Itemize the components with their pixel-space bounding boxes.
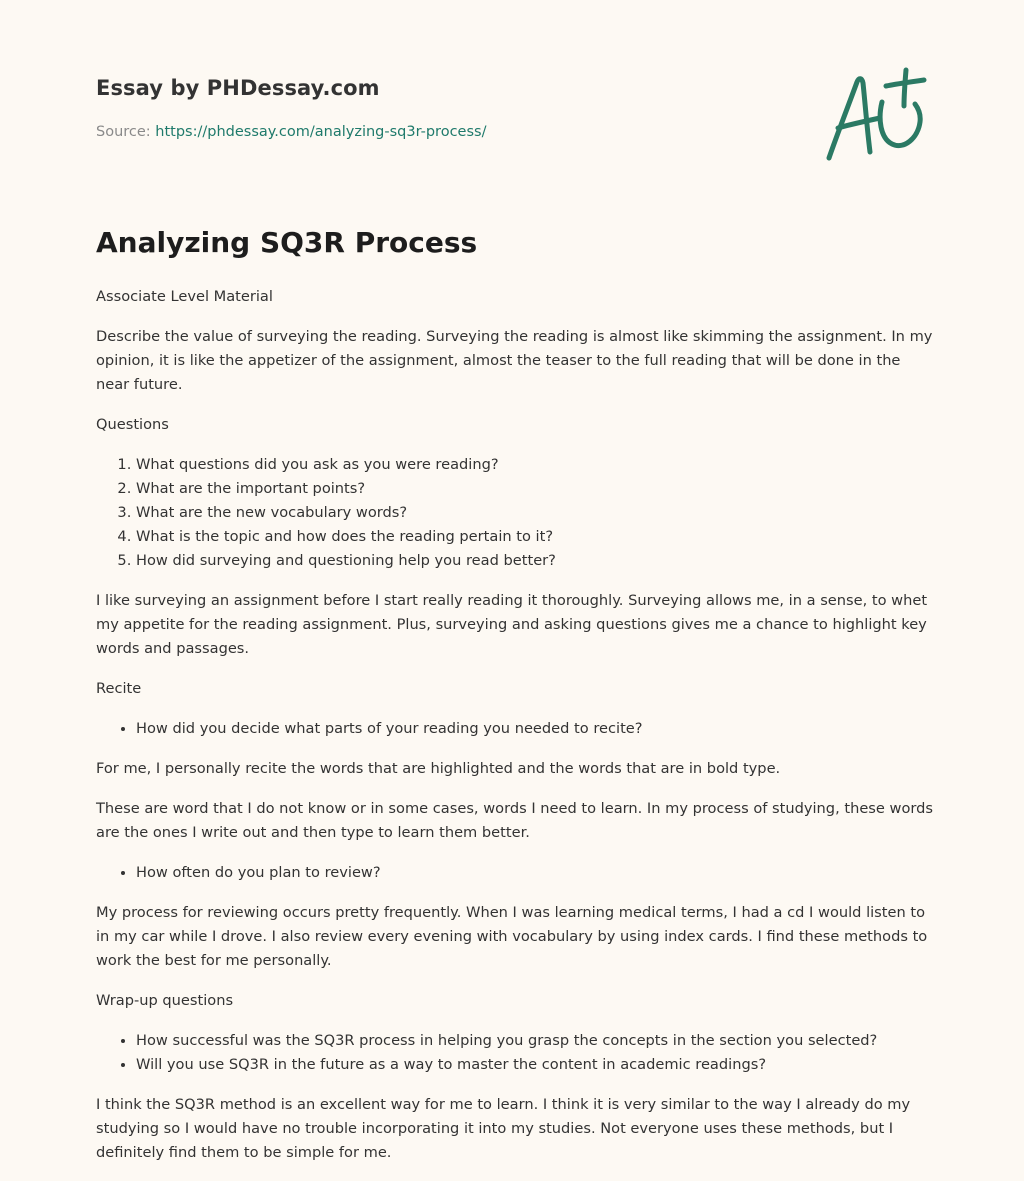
source-label: Source: [96, 124, 156, 140]
essay-title: Analyzing SQ3R Process [96, 226, 478, 259]
list-item: 2. What are the important points? [136, 477, 936, 501]
list-item: • How successful was the SQ3R process in helping you grasp the concepts in the section you selected? [136, 1029, 936, 1053]
list-item: • Will you use SQ3R in the future as a way to master the content in academic readings? [136, 1053, 936, 1077]
recite-list [96, 717, 936, 741]
paragraph-recite: For me, I personally recite the words that are highlighted and the words that are in bold type. [96, 760, 781, 777]
paragraph-surveying: I like surveying an assignment before I start really reading it thoroughly. Surveying allows me, in a sense, to whet my appetite for the reading assignment. Plus, surveying and asking questions gives me a chance to highlight key words and passages. [96, 592, 928, 657]
list-item: • How did you decide what parts of your reading you needed to recite? [136, 717, 936, 741]
list-item: 4. What is the topic and how does the reading pertain to it? [136, 525, 936, 549]
source-line [96, 124, 486, 140]
questions-list [96, 453, 936, 573]
paragraph-level: Associate Level Material [96, 288, 273, 305]
paragraph-words: These are word that I do not know or in some cases, words I need to learn. In my process of studying, these words are the ones I write out and then type to learn them better. [96, 800, 933, 841]
list-item: 1. What questions did you ask as you were reading? [136, 453, 936, 477]
heading-wrapup: Wrap-up questions [96, 992, 234, 1009]
brand-title: Essay by PHDessay.com [96, 76, 380, 100]
source-link[interactable]: https://phdessay.com/analyzing-sq3r-process/ [155, 124, 487, 140]
review-list [96, 861, 936, 885]
paragraph-conclusion: I think the SQ3R method is an excellent way for me to learn. I think it is very similar to the way I already do my studying so I would have no trouble incorporating it into my studies. Not everyone uses these methods, but I definitely find them to be simple for me. [96, 1096, 911, 1161]
paragraph-survey: Describe the value of surveying the reading. Surveying the reading is almost like skimming the assignment. In my opinion, it is like the appetizer of the assignment, almost the teaser to the full reading that will be done in the near future. [96, 328, 933, 393]
list-item: 5. How did surveying and questioning help you read better? [136, 549, 936, 573]
essay-body [96, 285, 936, 1181]
wrapup-list [96, 1029, 936, 1077]
heading-questions: Questions [96, 416, 169, 433]
list-item: 3. What are the new vocabulary words? [136, 501, 936, 525]
a-plus-logo-icon [820, 66, 930, 166]
list-item: • How often do you plan to review? [136, 861, 936, 885]
paragraph-review: My process for reviewing occurs pretty frequently. When I was learning medical terms, I had a cd I would listen to in my car while I drove. I also review every evening with vocabulary by using index cards. I find these methods to work the best for me personally. [96, 904, 928, 969]
heading-recite: Recite [96, 680, 142, 697]
